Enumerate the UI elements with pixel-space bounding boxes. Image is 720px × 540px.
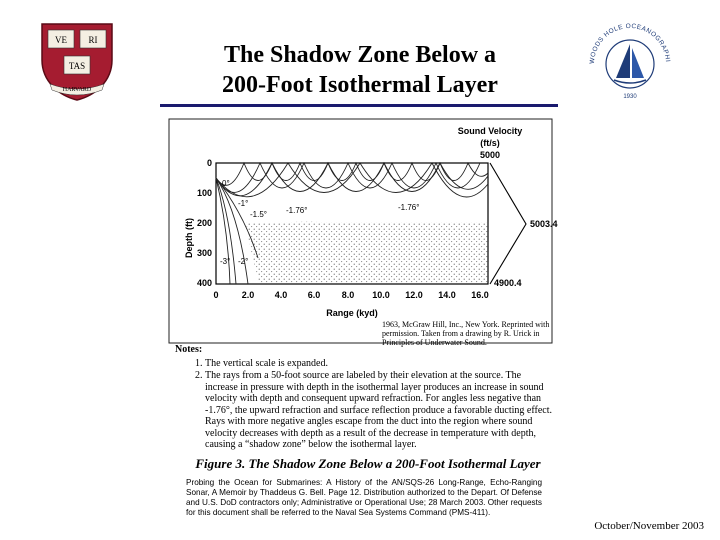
depth-axis-label: Depth (ft) <box>184 218 194 258</box>
velocity-layer-value: 5003.4 <box>530 219 558 229</box>
range-axis-label: Range (kyd) <box>326 308 378 318</box>
note-item: 1. The vertical scale is expanded. <box>205 358 555 370</box>
range-tick: 2.0 <box>241 290 255 300</box>
shield-text-ri: RI <box>88 35 98 45</box>
range-tick: 4.0 <box>274 290 288 300</box>
depth-axis <box>184 158 212 288</box>
range-tick: 16.0 <box>471 290 489 300</box>
range-tick: 12.0 <box>405 290 423 300</box>
velocity-unit: (ft/s) <box>480 138 500 148</box>
range-tick: 14.0 <box>438 290 456 300</box>
range-tick: 6.0 <box>307 290 321 300</box>
notes-list <box>175 358 555 451</box>
ray-label: -3° <box>220 257 231 266</box>
notes-heading: Notes: <box>175 344 203 355</box>
woods-hole-seal-icon <box>580 8 680 108</box>
note-item: 2. The rays from a 50-foot source are labeled by their elevation at the source. The increase in pressure with depth in the isothermal layer produces an increase in sound velocity with depth and consequent upward refraction. For angles less negative than -1.76°, the upward refraction and surface reflection produce a favorable ducting effect. Rays with more negative angles escape from the duct into the region where sound velocity decreases with depth as a result of the decrease in temperature with depth, causing a “shadow zone” below the isothermal layer. <box>205 370 555 451</box>
depth-tick: 300 <box>196 248 212 258</box>
title-line-2: 200-Foot Isothermal Layer <box>222 72 498 98</box>
figure-caption: Figure 3. The Shadow Zone Below a 200-Foot Isothermal Layer <box>195 456 541 471</box>
harvard-shield-icon <box>36 20 118 102</box>
ray-label: -1.5° <box>250 210 267 219</box>
ray-label: 0° <box>222 179 230 188</box>
depth-tick: 200 <box>196 218 212 228</box>
notes-section <box>175 344 555 452</box>
source-citation: Probing the Ocean for Submarines: A History of the AN/SQS-26 Long-Range, Echo-Ranging Sonar, A Memoir by Thaddeus G. Bell. Page 12. Distribution authorized to the Depart. Of Defense and U.S. DoD contractors only; Administrative or Operational Use; 28 March 2003. Other requests for this document shall be referred to the Naval Sea Systems Command (PMS-411). <box>186 478 542 517</box>
velocity-title: Sound Velocity <box>457 126 523 136</box>
harvard-shield-logo <box>36 20 118 102</box>
footer-date: October/November 2003 <box>594 520 704 532</box>
velocity-surface-value: 5000 <box>479 150 501 160</box>
page-title <box>160 40 560 100</box>
woods-hole-seal-logo <box>580 8 680 108</box>
depth-tick: 400 <box>196 278 212 288</box>
depth-tick: 100 <box>196 188 212 198</box>
permission-note: 1963, McGraw Hill, Inc., New York. Reprinted with permission. Taken from a drawing by R. Urick in Principles of Underwater Sound. <box>382 320 550 347</box>
seal-ring-text: WOODS HOLE OCEANOGRAPHI <box>588 22 671 65</box>
title-line-1: The Shadow Zone Below a <box>223 42 497 68</box>
velocity-profile-line <box>490 163 526 284</box>
ray-label: -2° <box>238 257 249 266</box>
velocity-bottom-value: 4900.4 <box>494 278 522 288</box>
shield-text-tas: TAS <box>68 61 86 71</box>
shield-text-ve: VE <box>55 35 67 45</box>
ducted-rays <box>216 163 488 197</box>
ray-label: -1.76° <box>398 203 420 212</box>
depth-tick: 0 <box>206 158 212 168</box>
ray-label: -1° <box>238 199 249 208</box>
ray-label: -1.76° <box>286 206 308 215</box>
seal-year: 1930 <box>623 94 637 100</box>
range-tick: 0 <box>213 290 219 300</box>
range-tick: 10.0 <box>372 290 390 300</box>
shadow-zone-region <box>246 222 488 284</box>
shield-text-harvard: HARVARD <box>62 87 92 93</box>
range-tick: 8.0 <box>341 290 355 300</box>
range-axis <box>213 290 488 318</box>
title-divider <box>160 104 558 107</box>
